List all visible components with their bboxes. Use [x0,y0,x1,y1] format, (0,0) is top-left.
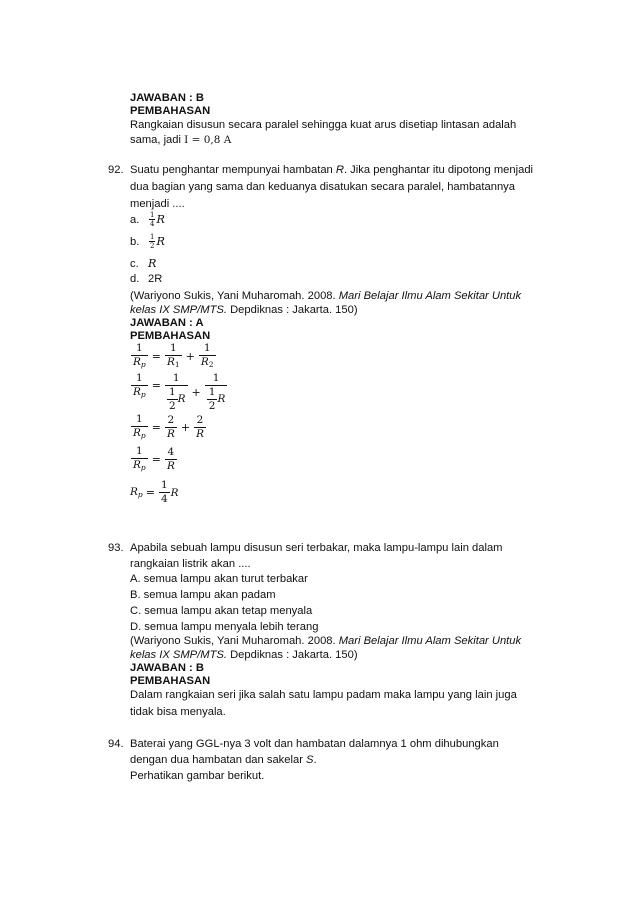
q91-explanation-line1: Rangkaian disusun secara paralel sehingga kuat arus disetiap lintasan adalah [130,119,517,131]
q93-explanation-line1: Dalam rangkaian seri jika salah satu lampu padam maka lampu yang lain juga [130,689,517,701]
q92-source-line1: (Wariyono Sukis, Yani Muharomah. 2008. Mari Belajar Ilmu Alam Sekitar Untuk [130,290,522,302]
q91-math: I = 0,8 A [184,134,232,146]
q93-answer: JAWABAN : B [130,662,204,674]
q92-source-line2: kelas IX SMP/MTS. Depdiknas : Jakarta. 150) [130,304,358,316]
q92-option-b: b. $\frac{1}{2}$ R [130,233,165,250]
q92-pembahasan-label: PEMBAHASAN [130,330,211,342]
q92-number: 92. [108,164,124,176]
q93-pembahasan-label: PEMBAHASAN [130,675,211,687]
q94-stem-line1: Baterai yang GGL-nya 3 volt dan hambatan dalamnya 1 ohm dihubungkan [130,738,499,750]
q93-option-d: D. semua lampu menyala lebih terang [130,621,319,633]
q92-equation-3: $\frac{1}{R_p}$ = $\frac{2}{R}$ + $\frac{2}{R}$ [133,413,204,440]
q92-stem-line1: Suatu penghantar mempunyai hambatan R. Jika penghantar itu dipotong menjadi [130,164,534,176]
q92-option-c: c. R [130,257,157,270]
q93-stem-line2: rangkaian listrik akan .... [130,558,251,570]
q92-stem-line2: dua bagian yang sama dan keduanya disatukan secara paralel, hambatannya [130,181,515,193]
q94-number: 94. [108,738,124,750]
q91-answer: JAWABAN : B [130,92,204,104]
q92-equation-5: $R_p$ = $\frac{1}{4}$ R [130,479,179,505]
q92-equation-2: $\frac{1}{R_p}$ = 1 $\frac{1}{2}$ R + 1 $\frac{1}{2}$ R [133,372,226,412]
q93-number: 93. [108,542,124,554]
q93-option-a: A. semua lampu akan turut terbakar [130,573,308,585]
q92-equation-1: $\frac{1}{R_p}$ = $\frac{1}{R_1}$ + $\frac{1}{R_2}$ [133,342,214,369]
q94-stem-line2: dengan dua hambatan dan sakelar S. [130,754,317,766]
q93-explanation-line2: tidak bisa menyala. [130,706,226,718]
q93-source-line1: (Wariyono Sukis, Yani Muharomah. 2008. Mari Belajar Ilmu Alam Sekitar Untuk [130,635,522,647]
q92-option-a: a. $\frac{1}{4}$ R [130,211,165,228]
q93-option-b: B. semua lampu akan padam [130,589,276,601]
q92-stem-line3: menjadi .... [130,198,185,210]
q91-explanation-line2: sama, jadi I = 0,8 A [130,134,232,146]
q92-answer: JAWABAN : A [130,317,204,329]
q93-option-c: C. semua lampu akan tetap menyala [130,605,313,617]
q93-source-line2: kelas IX SMP/MTS. Depdiknas : Jakarta. 150) [130,649,358,661]
q92-option-d: d. 2R [130,273,163,285]
q93-stem-line1: Apabila sebuah lampu disusun seri terbakar, maka lampu-lampu lain dalam [130,542,503,554]
q91-pembahasan-label: PEMBAHASAN [130,105,211,117]
q94-stem-line3: Perhatikan gambar berikut. [130,770,265,782]
q92-equation-4: $\frac{1}{R_p}$ = $\frac{4}{R}$ [133,445,175,472]
